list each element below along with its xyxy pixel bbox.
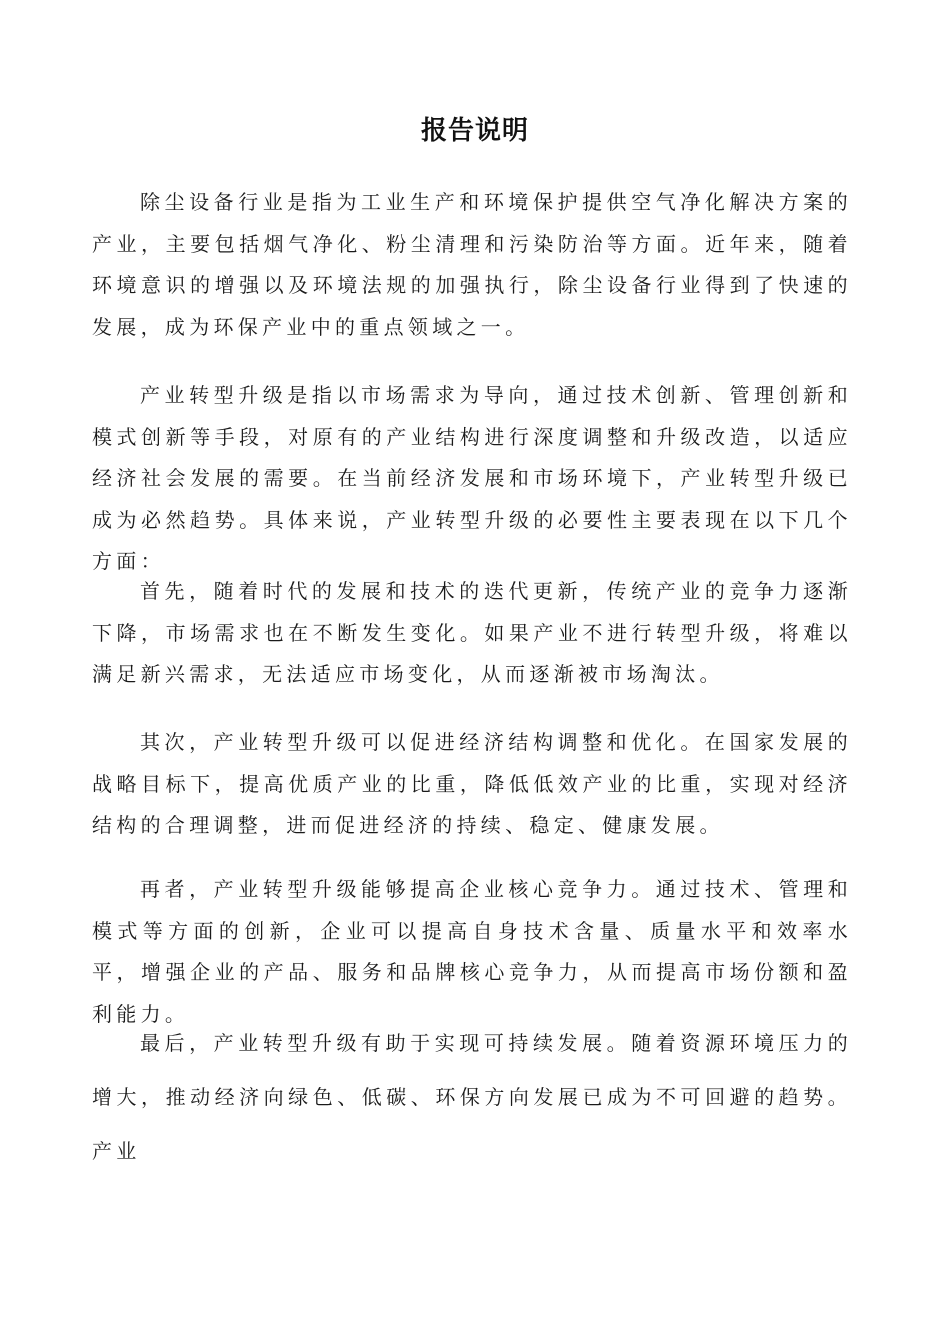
paragraph-block-4 — [92, 722, 852, 847]
paragraph-5: 再者，产业转型升级能够提高企业核心竞争力。通过技术、管理和模式等方面的创新，企业可以提高自身技术含量、质量水平和效率水平，增强企业的产品、服务和品牌核心竞争力，从而提高市场份额和盈利能力。 — [92, 877, 852, 1026]
paragraph-block-3 — [92, 571, 852, 696]
page-title: 报告说明 — [420, 116, 529, 146]
paragraph-2: 产业转型升级是指以市场需求为导向，通过技术创新、管理创新和模式创新等手段，对原有的产业结构进行深度调整和升级改造，以适应经济社会发展的需要。在当前经济发展和市场环境下，产业转型升级已成为必然趋势。具体来说，产业转型升级的必要性主要表现在以下几个方面： — [92, 383, 852, 573]
paragraph-4: 其次，产业转型升级可以促进经济结构调整和优化。在国家发展的战略目标下，提高优质产业的比重，降低低效产业的比重，实现对经济结构的合理调整，进而促进经济的持续、稳定、健康发展。 — [92, 730, 852, 837]
paragraph-block-6 — [92, 1016, 852, 1178]
paragraph-3: 首先，随着时代的发展和技术的迭代更新，传统产业的竞争力逐渐下降，市场需求也在不断发生变化。如果产业不进行转型升级，将难以满足新兴需求，无法适应市场变化，从而逐渐被市场淘汰。 — [92, 579, 852, 686]
paragraph-block-2 — [92, 375, 852, 583]
paragraph-block-1 — [92, 182, 852, 348]
paragraph-1: 除尘设备行业是指为工业生产和环境保护提供空气净化解决方案的产业，主要包括烟气净化、粉尘清理和污染防治等方面。近年来，随着环境意识的增强以及环境法规的加强执行，除尘设备行业得到了快速的发展，成为环保产业中的重点领域之一。 — [92, 190, 852, 339]
paragraph-block-5 — [92, 869, 852, 1035]
paragraph-6: 最后，产业转型升级有助于实现可持续发展。随着资源环境压力的增大，推动经济向绿色、低碳、环保方向发展已成为不可回避的趋势。产业 — [92, 1031, 852, 1163]
